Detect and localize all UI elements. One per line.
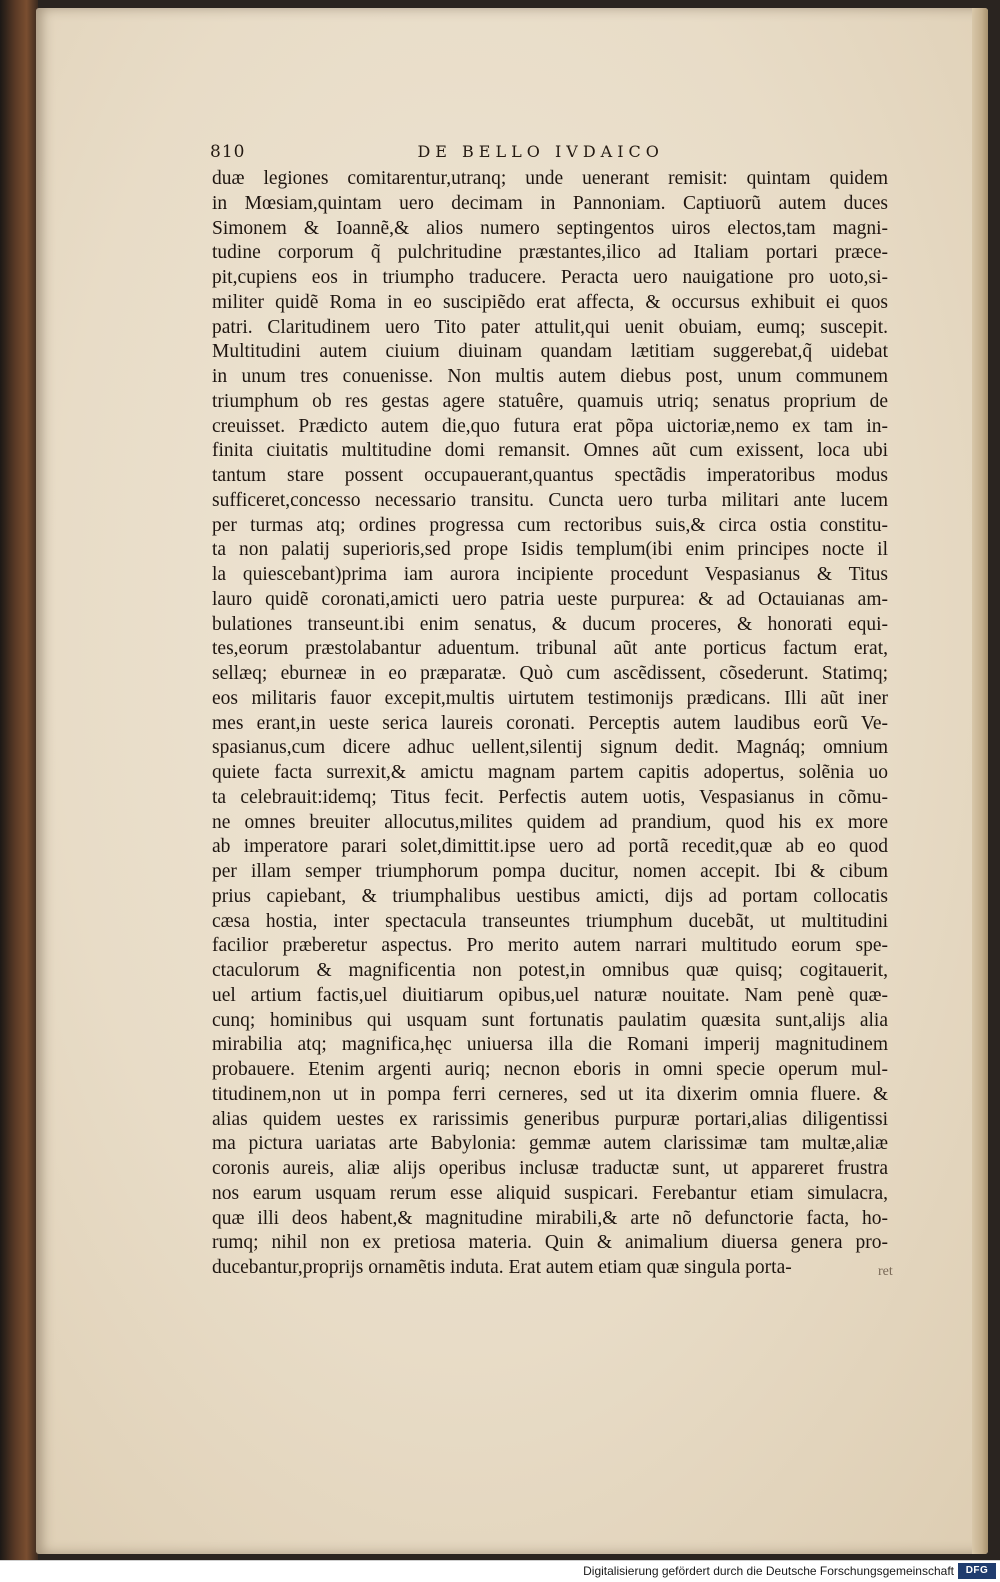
text-line: coronis aureis, aliæ alijs operibus inclusæ traductæ sunt, ut appareret frustra — [212, 1158, 888, 1179]
main-text-block — [212, 167, 888, 1281]
text-line: per illam semper triumphorum pompa ducitur, nomen accepit. Ibi & cibum — [212, 861, 888, 882]
dfg-logo: DFG — [958, 1563, 996, 1579]
page-header — [210, 142, 680, 166]
text-line: creuisset. Prædicto autem die,quo futura erat põpa uictoriæ,nemo ex tam in- — [212, 415, 888, 437]
text-line: in Mœsiam,quintam uero decimam in Pannoniam. Captiuorũ autem duces — [212, 192, 888, 214]
text-line: triumphum ob res gestas agere statuêre, quamuis utriq; senatus proprium de — [212, 390, 888, 412]
text-line: nos earum usquam rerum esse aliquid suspicari. Ferebantur etiam simulacra, — [212, 1182, 888, 1204]
text-line: spasianus,cum dicere adhuc uellent,silentij signum dedit. Magnáq; omnium — [212, 737, 888, 759]
text-line: ta celebrauit:idemq; Titus fecit. Perfectis autem uotis, Vespasianus in cõmu- — [212, 786, 888, 808]
text-line: rumq; nihil non ex pretiosa materia. Quin & animalium diuersa genera pro- — [212, 1232, 888, 1254]
text-line: in unum tres conuenisse. Non multis autem diebus post, unum communem — [212, 366, 888, 387]
text-line: eos militaris fauor excepit,multis uirtutem testimonijs prædicans. Illi aũt iner — [212, 687, 888, 709]
text-line: ab imperatore parari solet,dimittit.ipse uero ad portã recedit,quæ ab eo quod — [212, 836, 888, 858]
text-line: ma pictura uariatas arte Babylonia: gemmæ autem clarissimæ tam multæ,aliæ — [212, 1133, 888, 1155]
text-line: tudine corporum q̃ pulchritudine præstantes,ilico ad Italiam portari præce- — [212, 242, 888, 264]
book-binding-edge — [0, 0, 38, 1560]
text-line: sufficeret,concesso necessario transitu. Cuncta uero turba militari ante lucem — [212, 489, 888, 511]
text-line: la quiescebant)prima iam aurora incipiente procedunt Vespasianus & Titus — [212, 564, 888, 585]
footer-bar — [0, 1560, 1000, 1582]
text-line: ne omnes breuiter allocutus,milites quidem ad prandium, quod his ex more — [212, 811, 888, 833]
text-line: duæ legiones comitarentur,utranq; unde uenerant remisit: quintam quidem — [212, 168, 888, 189]
text-line: Simonem & Ioannẽ,& alios numero septingentos uiros electos,tam magni- — [212, 217, 888, 239]
text-line: titudinem,non ut in pompa ferri cerneres, sed ut ita dixerim omnia fluere. & — [212, 1083, 888, 1105]
folio-number: 810 — [210, 142, 246, 162]
catchword: ret — [878, 1264, 893, 1279]
page-fore-edge — [972, 8, 988, 1554]
text-line: cunq; hominibus qui usquam sunt fortunatis paulatim quæsita sunt,alijs alia — [212, 1009, 888, 1031]
text-line: prius capiebant, & triumphalibus uestibus amicti, dijs ad portam collocatis — [212, 885, 888, 907]
text-line: probauere. Etenim argenti auriq; necnon eboris in omni specie operum mul- — [212, 1059, 888, 1080]
text-line: quæ illi deos habent,& magnitudine mirabili,& arte nõ defunctorie facta, ho- — [212, 1207, 888, 1229]
text-line: tes,eorum præstolabantur aduentum. tribunal aũt ante porticus factum erat, — [212, 638, 888, 660]
text-line: patri. Claritudinem uero Tito pater attulit,qui uenit obuiam, eumq; suscepit. — [212, 316, 888, 338]
text-line: uel artium factis,uel diuitiarum opibus,uel naturæ nouitate. Nam penè quæ- — [212, 984, 888, 1006]
text-line: pit,cupiens eos in triumpho traducere. Peracta uero nauigatione pro uoto,si- — [212, 267, 888, 288]
text-line: ta non palatij superioris,sed prope Isidis templum(ibi enim principes nocte il — [212, 539, 888, 561]
text-line: ducebantur,proprijs ornamẽtis induta. Erat autem etiam quæ singula porta- — [212, 1257, 792, 1278]
text-line: sellæq; eburneæ in eo præparatæ. Quò cum ascẽdissent, cõsederunt. Statimq; — [212, 663, 888, 684]
text-line: facilior præberetur aspectus. Pro merito autem narrari multitudo eorum spe- — [212, 935, 888, 957]
text-line: per turmas atq; ordines progressa cum rectoribus suis,& circa ostia constitu- — [212, 514, 888, 536]
text-line: quiete facta surrexit,& amictu magnam partem capitis adopertus, solẽnia uo — [212, 762, 888, 783]
text-line: mirabilia atq; magnifica,hęc uniuersa illa die Romani imperij magnitudinem — [212, 1034, 888, 1056]
text-line: lauro quidẽ coronati,amicti uero patria ueste purpurea: & ad Octauianas am- — [212, 588, 888, 610]
text-line: cæsa hostia, inter spectacula transeuntes triumphum ducebãt, ut multitudini — [212, 910, 888, 932]
text-line: mes erant,in ueste serica laureis coronati. Perceptis autem laudibus eorũ Ve- — [212, 712, 888, 734]
text-line: Multitudini autem ciuium diuinam quandam lætitiam suggerebat,q̃ uidebat — [212, 341, 888, 363]
text-line: finita ciuitatis multitudine domi remansit. Omnes aũt cum exissent, loca ubi — [212, 440, 888, 462]
text-line: ctaculorum & magnificentia non potest,in omnibus quæ quisq; cogitauerit, — [212, 960, 888, 981]
text-line: militer quidẽ Roma in eo suscipiẽdo erat affecta, & occursus exhibuit ei quos — [212, 291, 888, 313]
text-line: tantum stare possent occupauerant,quantus spectãdis imperatoribus modus — [212, 465, 888, 486]
text-line: alias quidem uestes ex rarissimis generibus purpuræ portari,alias diligentissi — [212, 1108, 888, 1130]
text-line: bulationes transeunt.ibi enim senatus, & ducum proceres, & honorati equi- — [212, 613, 888, 635]
funding-note: Digitalisierung gefördert durch die Deutsche Forschungsgemeinschaft — [583, 1564, 954, 1578]
running-title: DE BELLO IVDAICO — [417, 142, 664, 161]
